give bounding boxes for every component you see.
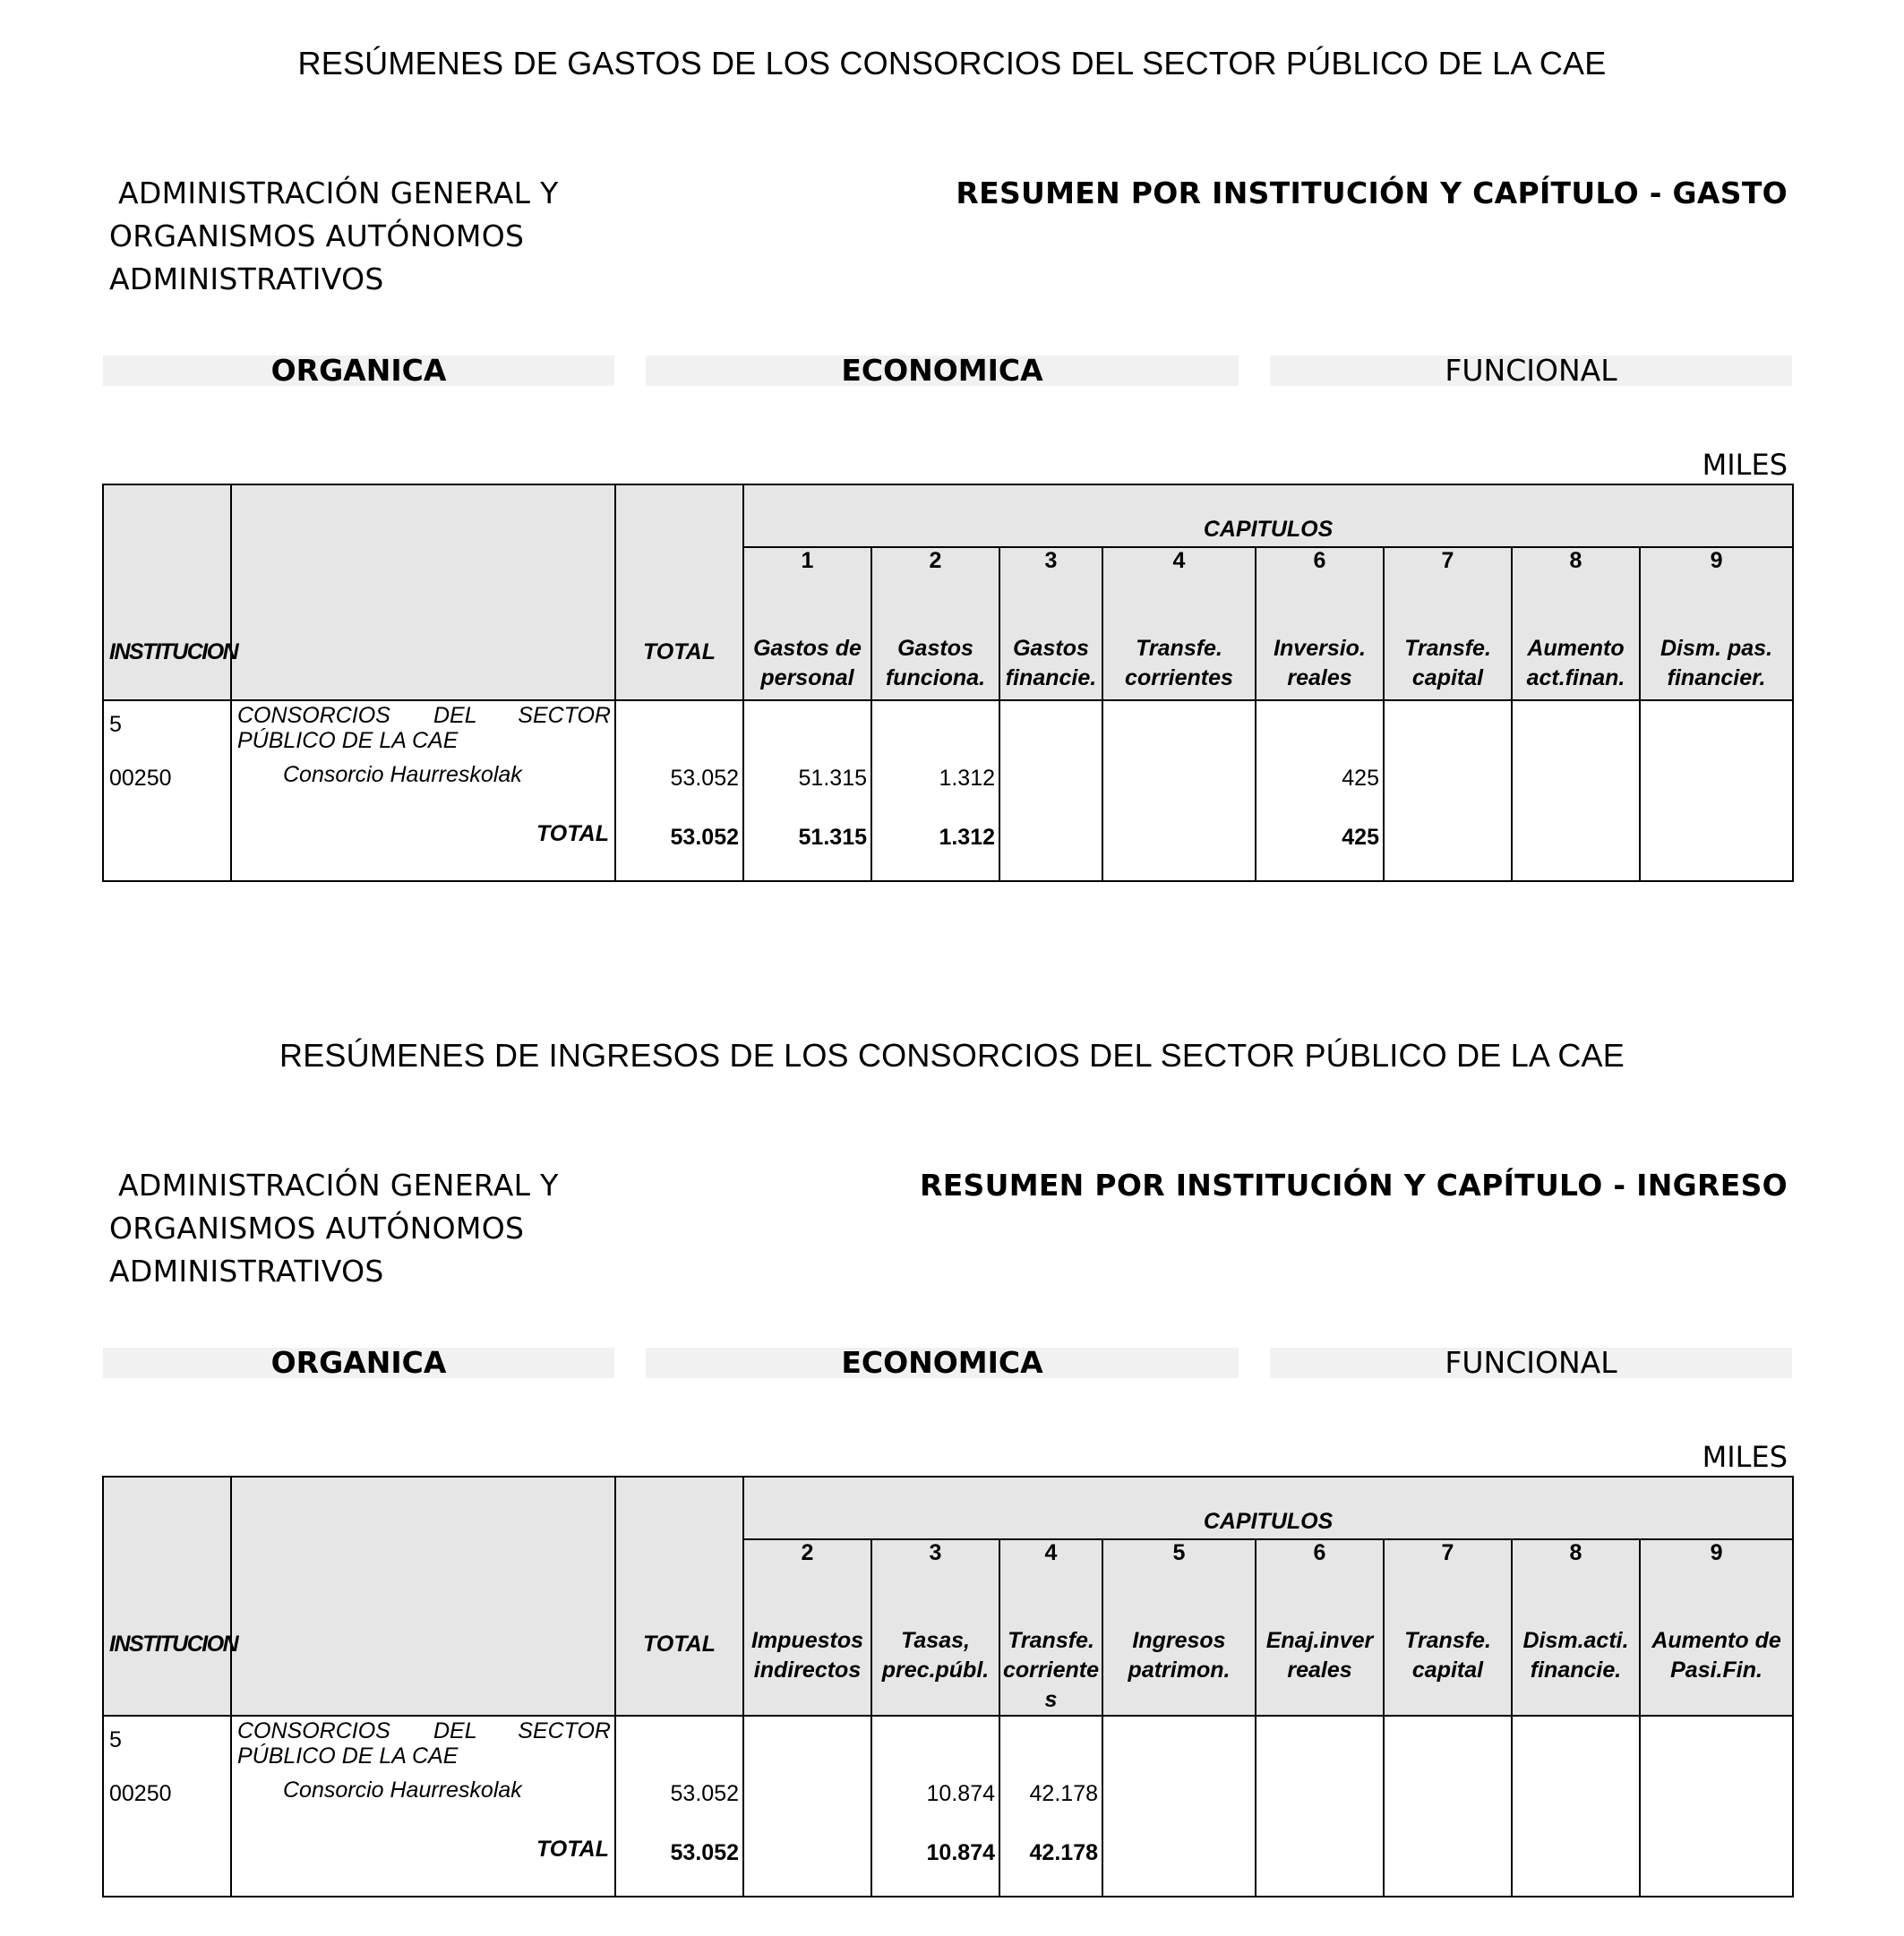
chapter-description: Tasas, prec.públ. — [871, 1572, 999, 1716]
band-funcional: FUNCIONAL — [1270, 1348, 1792, 1378]
units-label: MILES — [1702, 448, 1788, 482]
chapter-value-column — [1256, 1716, 1384, 1897]
header-blank — [231, 1477, 615, 1716]
chapter-number: 1 — [743, 547, 871, 580]
chapter-description: Inversio. reales — [1256, 580, 1384, 700]
institution-code-column — [103, 700, 231, 881]
group-name-word: CONSORCIOS — [237, 1718, 390, 1743]
chapter-value-column — [1384, 1716, 1512, 1897]
chapter-value-column — [1512, 700, 1640, 881]
row-value: 1.312 — [939, 766, 995, 791]
header-blank — [231, 484, 615, 700]
total-column — [615, 1716, 743, 1897]
chapter-value-column — [1640, 1716, 1793, 1897]
total-value: 42.178 — [1029, 1840, 1098, 1865]
total-label: TOTAL — [536, 1837, 609, 1862]
admin-line: ADMINISTRATIVOS — [109, 1254, 384, 1289]
resumen-title: RESUMEN POR INSTITUCIÓN Y CAPÍTULO - INGRESO — [919, 1168, 1788, 1203]
row-value: 10.874 — [926, 1781, 995, 1806]
chapter-description: Transfe. capital — [1384, 580, 1512, 700]
group-name-word: DEL — [433, 703, 477, 728]
group-code: 5 — [109, 712, 122, 737]
band-organica: ORGANICA — [103, 356, 614, 386]
header-total: TOTAL — [615, 1477, 743, 1716]
row-code: 00250 — [109, 1781, 172, 1806]
chapter-description: Gastos de personal — [743, 580, 871, 700]
chapter-number: 5 — [1102, 1539, 1256, 1572]
header-capitulos: CAPITULOS — [743, 484, 1793, 547]
admin-heading — [109, 172, 682, 301]
gastos-table — [102, 484, 1794, 882]
chapter-description: Enaj.inver reales — [1256, 1572, 1384, 1716]
group-name-word: SECTOR — [518, 703, 611, 728]
total-column — [615, 700, 743, 881]
admin-heading — [109, 1164, 682, 1293]
total-value: 51.315 — [798, 825, 867, 850]
chapter-number: 7 — [1384, 1539, 1512, 1572]
chapter-value-column — [743, 1716, 871, 1897]
chapter-description: Gastos financie. — [999, 580, 1102, 700]
chapter-description: Transfe. corrientes — [1102, 580, 1256, 700]
chapter-number: 8 — [1512, 1539, 1640, 1572]
chapter-number: 4 — [999, 1539, 1102, 1572]
row-code: 00250 — [109, 766, 172, 791]
resumen-title: RESUMEN POR INSTITUCIÓN Y CAPÍTULO - GASTO — [956, 176, 1788, 210]
ingresos-table — [102, 1476, 1794, 1897]
chapter-value-column — [1640, 700, 1793, 881]
chapter-description: Transfe. capital — [1384, 1572, 1512, 1716]
institution-name-column — [231, 1716, 615, 1897]
row-value: 42.178 — [1029, 1781, 1098, 1806]
row-total: 53.052 — [670, 1781, 739, 1806]
institution-code-column — [103, 1716, 231, 1897]
header-capitulos: CAPITULOS — [743, 1477, 1793, 1539]
row-value: 51.315 — [798, 766, 867, 791]
chapter-description: Dism. pas. financier. — [1640, 580, 1793, 700]
group-name-word: DEL — [433, 1718, 477, 1743]
admin-line: ORGANISMOS AUTÓNOMOS — [109, 1211, 525, 1246]
band-funcional: FUNCIONAL — [1270, 356, 1792, 386]
row-name: Consorcio Haurreskolak — [283, 762, 522, 787]
main-title: RESÚMENES DE INGRESOS DE LOS CONSORCIOS DEL SECTOR PÚBLICO DE LA CAE — [279, 1037, 1625, 1074]
total-value: 425 — [1342, 825, 1379, 850]
grand-total: 53.052 — [670, 1840, 739, 1865]
admin-line: ADMINISTRACIÓN GENERAL Y — [118, 1168, 559, 1203]
row-name: Consorcio Haurreskolak — [283, 1778, 522, 1803]
admin-line: ADMINISTRATIVOS — [109, 261, 384, 296]
group-name-word: CONSORCIOS — [237, 703, 390, 728]
chapter-number: 8 — [1512, 547, 1640, 580]
band-economica: ECONOMICA — [646, 1348, 1239, 1378]
chapter-value-column — [1256, 700, 1384, 881]
institution-name-column — [231, 700, 615, 881]
total-value: 1.312 — [939, 825, 995, 850]
group-code: 5 — [109, 1727, 122, 1752]
chapter-value-column — [743, 700, 871, 881]
group-name-line-2: PÚBLICO DE LA CAE — [237, 728, 459, 753]
chapter-description: Aumento act.finan. — [1512, 580, 1640, 700]
chapter-number: 3 — [871, 1539, 999, 1572]
group-name-word: SECTOR — [518, 1718, 611, 1743]
total-value: 10.874 — [926, 1840, 995, 1865]
chapter-number: 9 — [1640, 1539, 1793, 1572]
chapter-number: 6 — [1256, 547, 1384, 580]
chapter-value-column — [999, 1716, 1102, 1897]
chapter-value-column — [871, 1716, 999, 1897]
chapter-value-column — [1102, 700, 1256, 881]
admin-line: ADMINISTRACIÓN GENERAL Y — [118, 176, 559, 210]
chapter-description: Aumento de Pasi.Fin. — [1640, 1572, 1793, 1716]
chapter-description: Ingresos patrimon. — [1102, 1572, 1256, 1716]
chapter-number: 2 — [743, 1539, 871, 1572]
chapter-value-column — [1512, 1716, 1640, 1897]
chapter-number: 3 — [999, 547, 1102, 580]
chapter-number: 2 — [871, 547, 999, 580]
band-economica: ECONOMICA — [646, 356, 1239, 386]
chapter-number: 7 — [1384, 547, 1512, 580]
header-institucion: INSTITUCION — [103, 484, 231, 700]
row-total: 53.052 — [670, 766, 739, 791]
header-total: TOTAL — [615, 484, 743, 700]
chapter-number: 6 — [1256, 1539, 1384, 1572]
row-value: 425 — [1342, 766, 1379, 791]
chapter-value-column — [1384, 700, 1512, 881]
chapter-number: 9 — [1640, 547, 1793, 580]
chapter-description: Dism.acti. financie. — [1512, 1572, 1640, 1716]
admin-line: ORGANISMOS AUTÓNOMOS — [109, 218, 525, 253]
total-label: TOTAL — [536, 821, 609, 846]
grand-total: 53.052 — [670, 825, 739, 850]
band-organica: ORGANICA — [103, 1348, 614, 1378]
main-title: RESÚMENES DE GASTOS DE LOS CONSORCIOS DEL SECTOR PÚBLICO DE LA CAE — [297, 45, 1607, 81]
chapter-value-column — [871, 700, 999, 881]
chapter-description: Gastos funciona. — [871, 580, 999, 700]
chapter-number: 4 — [1102, 547, 1256, 580]
chapter-value-column — [1102, 1716, 1256, 1897]
chapter-description: Transfe. corriente s — [999, 1572, 1102, 1716]
group-name-line-2: PÚBLICO DE LA CAE — [237, 1743, 459, 1769]
units-label: MILES — [1702, 1440, 1788, 1474]
chapter-value-column — [999, 700, 1102, 881]
chapter-description: Impuestos indirectos — [743, 1572, 871, 1716]
header-institucion: INSTITUCION — [103, 1477, 231, 1716]
